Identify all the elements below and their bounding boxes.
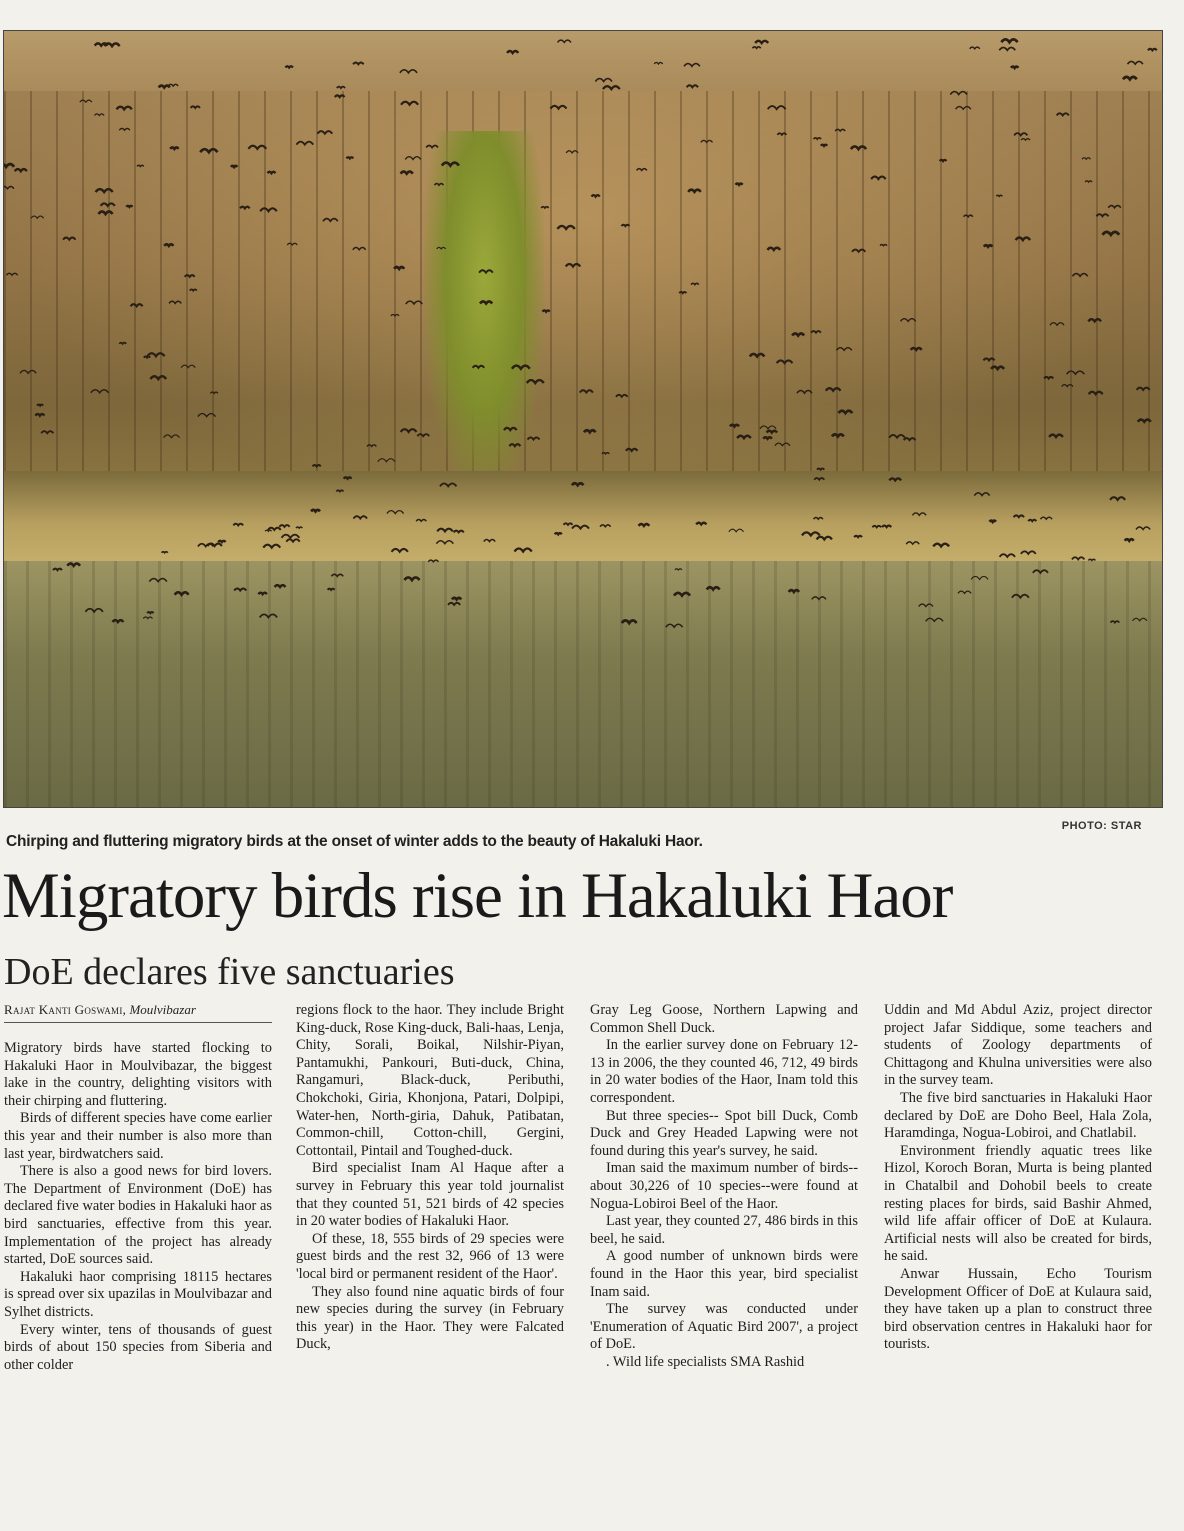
bird-silhouette	[417, 434, 429, 436]
bird-silhouette	[143, 617, 152, 619]
bird-silhouette	[1072, 274, 1087, 277]
bird-silhouette	[1127, 61, 1142, 64]
bird-silhouette	[35, 414, 44, 416]
bird-silhouette	[1138, 420, 1151, 422]
bird-silhouette	[1085, 181, 1092, 182]
bird-silhouette	[296, 142, 313, 145]
bird-silhouette	[603, 86, 620, 89]
subheadline: DoE declares five sanctuaries	[4, 951, 455, 993]
bird-silhouette	[950, 92, 967, 95]
bird-silhouette	[817, 468, 824, 469]
bird-silhouette	[1125, 539, 1134, 541]
bird-silhouette	[328, 589, 335, 590]
byline	[4, 1002, 272, 1023]
bird-silhouette	[1148, 49, 1157, 51]
bird-silhouette	[484, 540, 495, 542]
bird-silhouette	[169, 301, 181, 303]
bird-silhouette	[557, 226, 574, 229]
bird-silhouette	[159, 86, 170, 88]
article-column-2	[296, 1002, 564, 1354]
bird-silhouette	[440, 483, 456, 486]
bird-silhouette	[200, 149, 217, 152]
bird-silhouette	[119, 128, 130, 130]
photo-credit: PHOTO: STAR	[1061, 820, 1142, 832]
bird-silhouette	[1028, 520, 1036, 521]
bird-silhouette	[912, 513, 926, 515]
bird-silhouette	[872, 526, 881, 528]
headline: Migratory birds rise in Hakaluki Haor	[2, 860, 953, 932]
photo-caption: Chirping and fluttering migratory birds at the onset of winter adds to the beauty of Hakaluki Haor.	[6, 833, 703, 850]
bird-silhouette	[729, 529, 744, 532]
bird-silhouette	[821, 145, 827, 146]
paragraph: Anwar Hussain, Echo Tourism Development Officer of DoE at Kulaura said, they have taken up a plan to construct three bird observation centres in Hakaluki haor for tourists.	[884, 1265, 1152, 1353]
bird-silhouette	[1050, 323, 1064, 325]
bird-silhouette	[679, 292, 686, 293]
bird-silhouette	[637, 169, 647, 171]
bird-silhouette	[1016, 238, 1030, 241]
bird-silhouette	[210, 392, 218, 393]
bird-silhouette	[775, 443, 790, 446]
bird-silhouette	[131, 304, 143, 306]
bird-silhouette	[814, 138, 821, 139]
bird-silhouette	[96, 189, 113, 192]
bird-silhouette	[6, 273, 17, 275]
bird-silhouette	[147, 612, 153, 613]
bird-silhouette	[344, 477, 352, 478]
bird-silhouette	[854, 536, 862, 537]
bird-silhouette	[621, 225, 629, 226]
bird-silhouette	[564, 523, 573, 525]
bird-silhouette	[958, 591, 971, 593]
bird-silhouette	[1062, 385, 1073, 387]
bird-silhouette	[639, 524, 650, 526]
bird-silhouette	[1089, 392, 1103, 394]
bird-silhouette	[901, 319, 916, 322]
bird-silhouette	[101, 203, 115, 205]
bird-silhouette	[479, 270, 493, 272]
bird-silhouette	[839, 411, 853, 413]
bird-silhouette	[436, 541, 453, 544]
bird-silhouette	[904, 438, 916, 440]
bird-silhouette	[85, 609, 102, 612]
bird-silhouette	[940, 160, 947, 161]
bird-silhouette	[260, 614, 277, 617]
bird-silhouette	[313, 465, 321, 466]
bird-silhouette	[626, 449, 637, 451]
bird-silhouette	[933, 544, 949, 547]
bird-silhouette	[268, 172, 276, 173]
bird-silhouette	[580, 390, 593, 392]
bird-silhouette	[999, 47, 1015, 50]
bird-silhouette	[378, 459, 395, 462]
bird-silhouette	[401, 172, 413, 174]
paragraph: Migratory birds have started flocking to Hakaluki Haor in Moulvibazar, the biggest lake in the country, delighting visitors with their chirping and fluttering.	[4, 1040, 272, 1109]
bird-silhouette	[37, 405, 43, 406]
bird-silhouette	[126, 206, 132, 207]
bird-silhouette	[983, 358, 994, 360]
bird-silhouette	[473, 366, 485, 368]
bird-silhouette	[817, 537, 832, 540]
bird-silhouette	[1011, 67, 1018, 68]
bird-silhouette	[317, 131, 332, 134]
bird-silhouette	[170, 147, 178, 148]
bird-silhouette	[600, 525, 611, 527]
bird-silhouette	[1136, 527, 1150, 529]
bird-silhouette	[1001, 39, 1017, 42]
bird-silhouette	[701, 140, 713, 142]
bird-silhouette	[971, 576, 988, 579]
bird-silhouette	[572, 526, 589, 529]
bird-silhouette	[323, 219, 338, 222]
bird-silhouette	[572, 483, 584, 485]
bird-silhouette	[454, 531, 464, 533]
bird-silhouette	[602, 453, 609, 454]
bird-silhouette	[41, 431, 53, 433]
bird-silhouette	[480, 301, 492, 303]
paragraph: Bird specialist Inam Al Haque after a survey in February this year told journalist that they counted 51, 521 birds of 42 species in 20 water bodies of Hakaluki Haor.	[296, 1160, 564, 1230]
bird-silhouette	[404, 577, 419, 580]
article-column-3	[590, 1002, 858, 1371]
bird-silhouette	[1049, 435, 1063, 437]
bird-silhouette	[760, 426, 776, 429]
bird-silhouette	[584, 430, 596, 432]
bird-silhouette	[755, 41, 768, 43]
bird-silhouette	[1133, 618, 1147, 621]
article-column-1	[4, 1040, 272, 1374]
bird-silhouette	[919, 604, 933, 607]
bird-silhouette	[147, 353, 164, 356]
bird-silhouette	[964, 215, 973, 217]
bird-silhouette	[812, 597, 826, 600]
bird-silhouette	[674, 593, 690, 596]
bird-silhouette	[851, 146, 866, 149]
bird-silhouette	[566, 264, 580, 267]
bird-silhouette	[1040, 517, 1052, 519]
bird-silhouette	[258, 593, 266, 594]
bird-silhouette	[509, 444, 520, 446]
paragraph: Every winter, tens of thousands of guest birds of about 150 species from Siberia and other colder	[4, 1321, 272, 1373]
bird-silhouette	[1088, 319, 1101, 321]
bird-silhouette	[990, 521, 996, 522]
bird-silhouette	[416, 519, 426, 521]
bird-silhouette	[1102, 232, 1119, 235]
paragraph: They also found nine aquatic birds of four new species during the survey (in February this year) in the Haor. They were Falcated Duck,	[296, 1283, 564, 1353]
paragraph: But three species-- Spot bill Duck, Comb Duck and Grey Headed Lapwing were not found during this year's survey, he said.	[590, 1107, 858, 1159]
paragraph: . Wild life specialists SMA Rashid	[606, 1353, 805, 1370]
bird-silhouette	[777, 133, 786, 135]
bird-silhouette	[558, 40, 571, 42]
bird-silhouette	[507, 51, 518, 53]
bird-silhouette	[1067, 371, 1085, 374]
bird-silhouette	[20, 370, 36, 373]
paragraph: Iman said the maximum number of birds--about 30,226 of 10 species--were found at Nogua-Lobiroi Beel of the Haor.	[590, 1160, 858, 1212]
bird-silhouette	[970, 47, 980, 49]
paragraph: A good number of unknown birds were found in the Haor this year, bird specialist Inam said.	[590, 1248, 858, 1300]
bird-silhouette	[149, 579, 167, 582]
bird-silhouette	[1014, 133, 1027, 135]
bird-silhouette	[31, 216, 44, 218]
bird-silhouette	[448, 603, 460, 605]
paragraph: The five bird sanctuaries in Hakaluki Haor declared by DoE are Doho Beel, Hala Zola, Haramdinga, Nogua-Lobiroi, and Chatlabil.	[884, 1089, 1152, 1142]
bird-silhouette	[287, 243, 297, 245]
bird-silhouette	[337, 87, 345, 88]
bird-silhouette	[117, 107, 132, 110]
bird-silhouette	[789, 590, 799, 592]
bird-silhouette	[1088, 559, 1095, 560]
flying-birds-illustration	[4, 31, 1162, 807]
paragraph: Hakaluki haor comprising 18115 hectares is spread over six upazilas in Moulvibazar and Sylhet districts.	[4, 1268, 272, 1320]
bird-silhouette	[285, 66, 292, 67]
bird-silhouette	[1108, 206, 1121, 208]
bird-silhouette	[666, 624, 683, 627]
bird-silhouette	[1012, 595, 1029, 598]
bird-silhouette	[730, 425, 739, 427]
bird-silhouette	[207, 544, 221, 547]
bird-silhouette	[777, 360, 793, 363]
bird-silhouette	[707, 587, 720, 589]
bird-silhouette	[906, 542, 919, 544]
bird-silhouette	[367, 445, 376, 447]
bird-silhouette	[527, 380, 544, 383]
bird-silhouette	[1000, 554, 1015, 557]
bird-silhouette	[515, 549, 532, 552]
paragraph: The survey was conducted under 'Enumeration of Aquatic Bird 2007', a project of DoE.	[590, 1301, 858, 1353]
bird-silhouette	[335, 95, 345, 97]
bird-silhouette	[231, 166, 237, 167]
bird-silhouette	[391, 314, 399, 315]
bird-silhouette	[974, 493, 989, 496]
bird-silhouette	[286, 539, 299, 541]
bird-silhouette	[428, 560, 438, 562]
bird-silhouette	[63, 237, 75, 239]
bird-silhouette	[836, 348, 851, 351]
bird-silhouette	[797, 390, 812, 393]
bird-silhouette	[555, 533, 562, 534]
bird-silhouette	[1111, 621, 1120, 623]
paragraph: Birds of different species have come earlier this year and their number is also more than last year, birdwatchers said.	[4, 1110, 272, 1162]
bird-silhouette	[387, 511, 404, 514]
bird-silhouette	[528, 437, 540, 439]
bird-silhouette	[1096, 214, 1108, 216]
bird-silhouette	[504, 428, 517, 430]
bird-silhouette	[353, 516, 367, 518]
bird-silhouette	[240, 207, 250, 209]
bird-silhouette	[543, 310, 550, 311]
bird-silhouette	[218, 541, 225, 542]
bird-silhouette	[4, 186, 14, 188]
bird-silhouette	[406, 301, 422, 304]
paragraph: Last year, they counted 27, 486 birds in this beel, he said.	[590, 1213, 859, 1247]
paragraph: Of these, 18, 555 birds of 29 species were guest birds and the rest 32, 966 of 13 were 'local bird or permanent resident of the Haor'.	[296, 1230, 564, 1282]
bird-silhouette	[94, 114, 104, 116]
byline-location: Moulvibazar	[129, 1002, 196, 1017]
paragraph: regions flock to the haor. They include Bright King-duck, Rose King-duck, Bali-haas, Lenja, Chity, Sorali, Boikal, Nilshir-Piyan, Pantamukhi, Pankouri, Buti-duck, China, Rangamuri, Black-duck, Peributhi, Chokchoki, Giria, Khonjona, Patari, Dolpipi, Water-hen, North-giria, Dahuk, Patibatan, Common-chill, Cotton-chill, Gergini, Cottontail, Pintail and Toughed-duck.	[296, 1002, 564, 1159]
bird-silhouette	[752, 47, 760, 48]
bird-silhouette	[346, 157, 353, 158]
bird-silhouette	[1033, 570, 1048, 573]
bird-silhouette	[616, 395, 628, 397]
paragraph: There is also a good news for bird lovers. The Department of Environment (DoE) has declared five water bodies in Hakaluki haor as bird sanctuaries, effective from this year. Implementation of the project has already started, DoE sources said.	[4, 1163, 272, 1268]
bird-silhouette	[889, 435, 905, 438]
bird-silhouette	[852, 250, 865, 252]
bird-silhouette	[826, 388, 841, 391]
bird-silhouette	[175, 592, 189, 594]
bird-silhouette	[737, 436, 751, 438]
bird-silhouette	[832, 434, 844, 436]
bird-silhouette	[434, 184, 443, 186]
bird-silhouette	[1021, 139, 1030, 141]
bird-silhouette	[595, 79, 611, 82]
bird-silhouette	[1110, 497, 1125, 500]
bird-silhouette	[1072, 557, 1084, 559]
bird-silhouette	[763, 437, 772, 438]
bird-silhouette	[880, 244, 887, 245]
bird-silhouette	[687, 85, 698, 87]
bird-silhouette	[150, 376, 166, 379]
bird-silhouette	[4, 164, 14, 167]
bird-silhouette	[1044, 377, 1053, 379]
bird-silhouette	[191, 106, 200, 108]
news-photo	[3, 30, 1163, 808]
bird-silhouette	[400, 70, 417, 73]
bird-silhouette	[442, 163, 459, 166]
bird-silhouette	[392, 549, 408, 552]
bird-silhouette	[198, 414, 216, 417]
bird-silhouette	[750, 354, 765, 357]
bird-silhouette	[67, 564, 80, 566]
paragraph: Uddin and Md Abdul Aziz, project director project Jafar Siddique, some teachers and students of Zoology departments of Chittagong and Khulna universities were also in the survey team.	[884, 1002, 1152, 1089]
bird-silhouette	[164, 244, 173, 246]
bird-silhouette	[512, 366, 530, 369]
bird-silhouette	[53, 569, 62, 571]
bird-silhouette	[688, 190, 700, 192]
bird-silhouette	[736, 184, 743, 185]
bird-silhouette	[926, 618, 943, 621]
bird-silhouette	[991, 367, 1004, 369]
bird-silhouette	[296, 527, 302, 528]
bird-silhouette	[279, 525, 289, 527]
bird-silhouette	[331, 574, 343, 576]
bird-silhouette	[119, 343, 126, 344]
bird-silhouette	[956, 107, 971, 110]
bird-silhouette	[889, 478, 901, 480]
bird-silhouette	[996, 195, 1002, 196]
bird-silhouette	[814, 478, 824, 480]
bird-silhouette	[164, 435, 180, 438]
bird-silhouette	[137, 165, 144, 166]
bird-silhouette	[275, 585, 286, 587]
bird-silhouette	[1137, 388, 1150, 390]
bird-silhouette	[871, 177, 885, 180]
bird-silhouette	[80, 100, 92, 102]
bird-silhouette	[98, 212, 112, 214]
bird-silhouette	[551, 106, 567, 109]
bird-silhouette	[311, 510, 320, 512]
bird-silhouette	[684, 64, 700, 67]
bird-silhouette	[541, 207, 548, 208]
bird-silhouette	[426, 145, 438, 147]
bird-silhouette	[792, 333, 804, 335]
bird-silhouette	[835, 129, 845, 131]
bird-silhouette	[882, 526, 891, 528]
paragraph: Gray Leg Goose, Northern Lapwing and Common Shell Duck.	[590, 1002, 858, 1036]
bird-silhouette	[394, 267, 404, 269]
bird-silhouette	[802, 532, 820, 535]
article-column-4	[884, 1002, 1152, 1354]
bird-silhouette	[696, 523, 706, 525]
paragraph: Environment friendly aquatic trees like Hizol, Koroch Boran, Murta is being planted in Chatalbil and Dohobil beels to create resting places for birds, said Bashir Ahmed, wild life affair officer of DoE at Kulaura. Artificial nests will also be created for birds, he said.	[884, 1142, 1152, 1265]
bird-silhouette	[260, 208, 277, 211]
byline-author: Rajat Kanti Goswami,	[4, 1002, 127, 1017]
bird-silhouette	[654, 62, 662, 63]
bird-silhouette	[768, 106, 786, 109]
bird-silhouette	[162, 552, 168, 553]
bird-silhouette	[234, 588, 246, 590]
bird-silhouette	[622, 620, 637, 623]
bird-silhouette	[113, 620, 124, 622]
bird-silhouette	[911, 348, 922, 350]
paragraph: In the earlier survey done on February 12-13 in 2006, the they counted 46, 712, 49 birds in 20 water bodies of the Haor, Inam told this correspondent.	[590, 1037, 858, 1106]
bird-silhouette	[144, 357, 150, 358]
bird-silhouette	[405, 157, 420, 160]
bird-silhouette	[15, 169, 27, 171]
bird-silhouette	[767, 431, 777, 433]
bird-silhouette	[675, 569, 682, 570]
bird-silhouette	[282, 535, 300, 538]
bird-silhouette	[814, 518, 823, 520]
bird-silhouette	[1021, 551, 1036, 554]
bird-silhouette	[263, 545, 280, 548]
bird-silhouette	[1057, 113, 1069, 115]
bird-silhouette	[233, 524, 243, 526]
bird-silhouette	[1123, 77, 1137, 79]
bird-silhouette	[566, 151, 578, 153]
bird-silhouette	[767, 248, 780, 250]
bird-silhouette	[91, 390, 109, 393]
bird-silhouette	[691, 283, 699, 284]
bird-silhouette	[353, 248, 366, 250]
bird-silhouette	[811, 331, 821, 333]
bird-silhouette	[401, 429, 417, 432]
bird-silhouette	[190, 289, 197, 290]
bird-silhouette	[1082, 158, 1090, 159]
bird-silhouette	[181, 365, 195, 367]
bird-silhouette	[265, 530, 271, 531]
bird-silhouette	[592, 195, 600, 196]
bird-silhouette	[185, 275, 195, 277]
bird-silhouette	[336, 490, 343, 491]
bird-silhouette	[353, 62, 363, 64]
bird-silhouette	[1014, 515, 1024, 517]
bird-silhouette	[437, 529, 453, 532]
bird-silhouette	[437, 247, 446, 249]
bird-silhouette	[984, 245, 992, 246]
bird-silhouette	[452, 598, 461, 600]
bird-silhouette	[248, 146, 266, 149]
bird-silhouette	[401, 102, 418, 105]
